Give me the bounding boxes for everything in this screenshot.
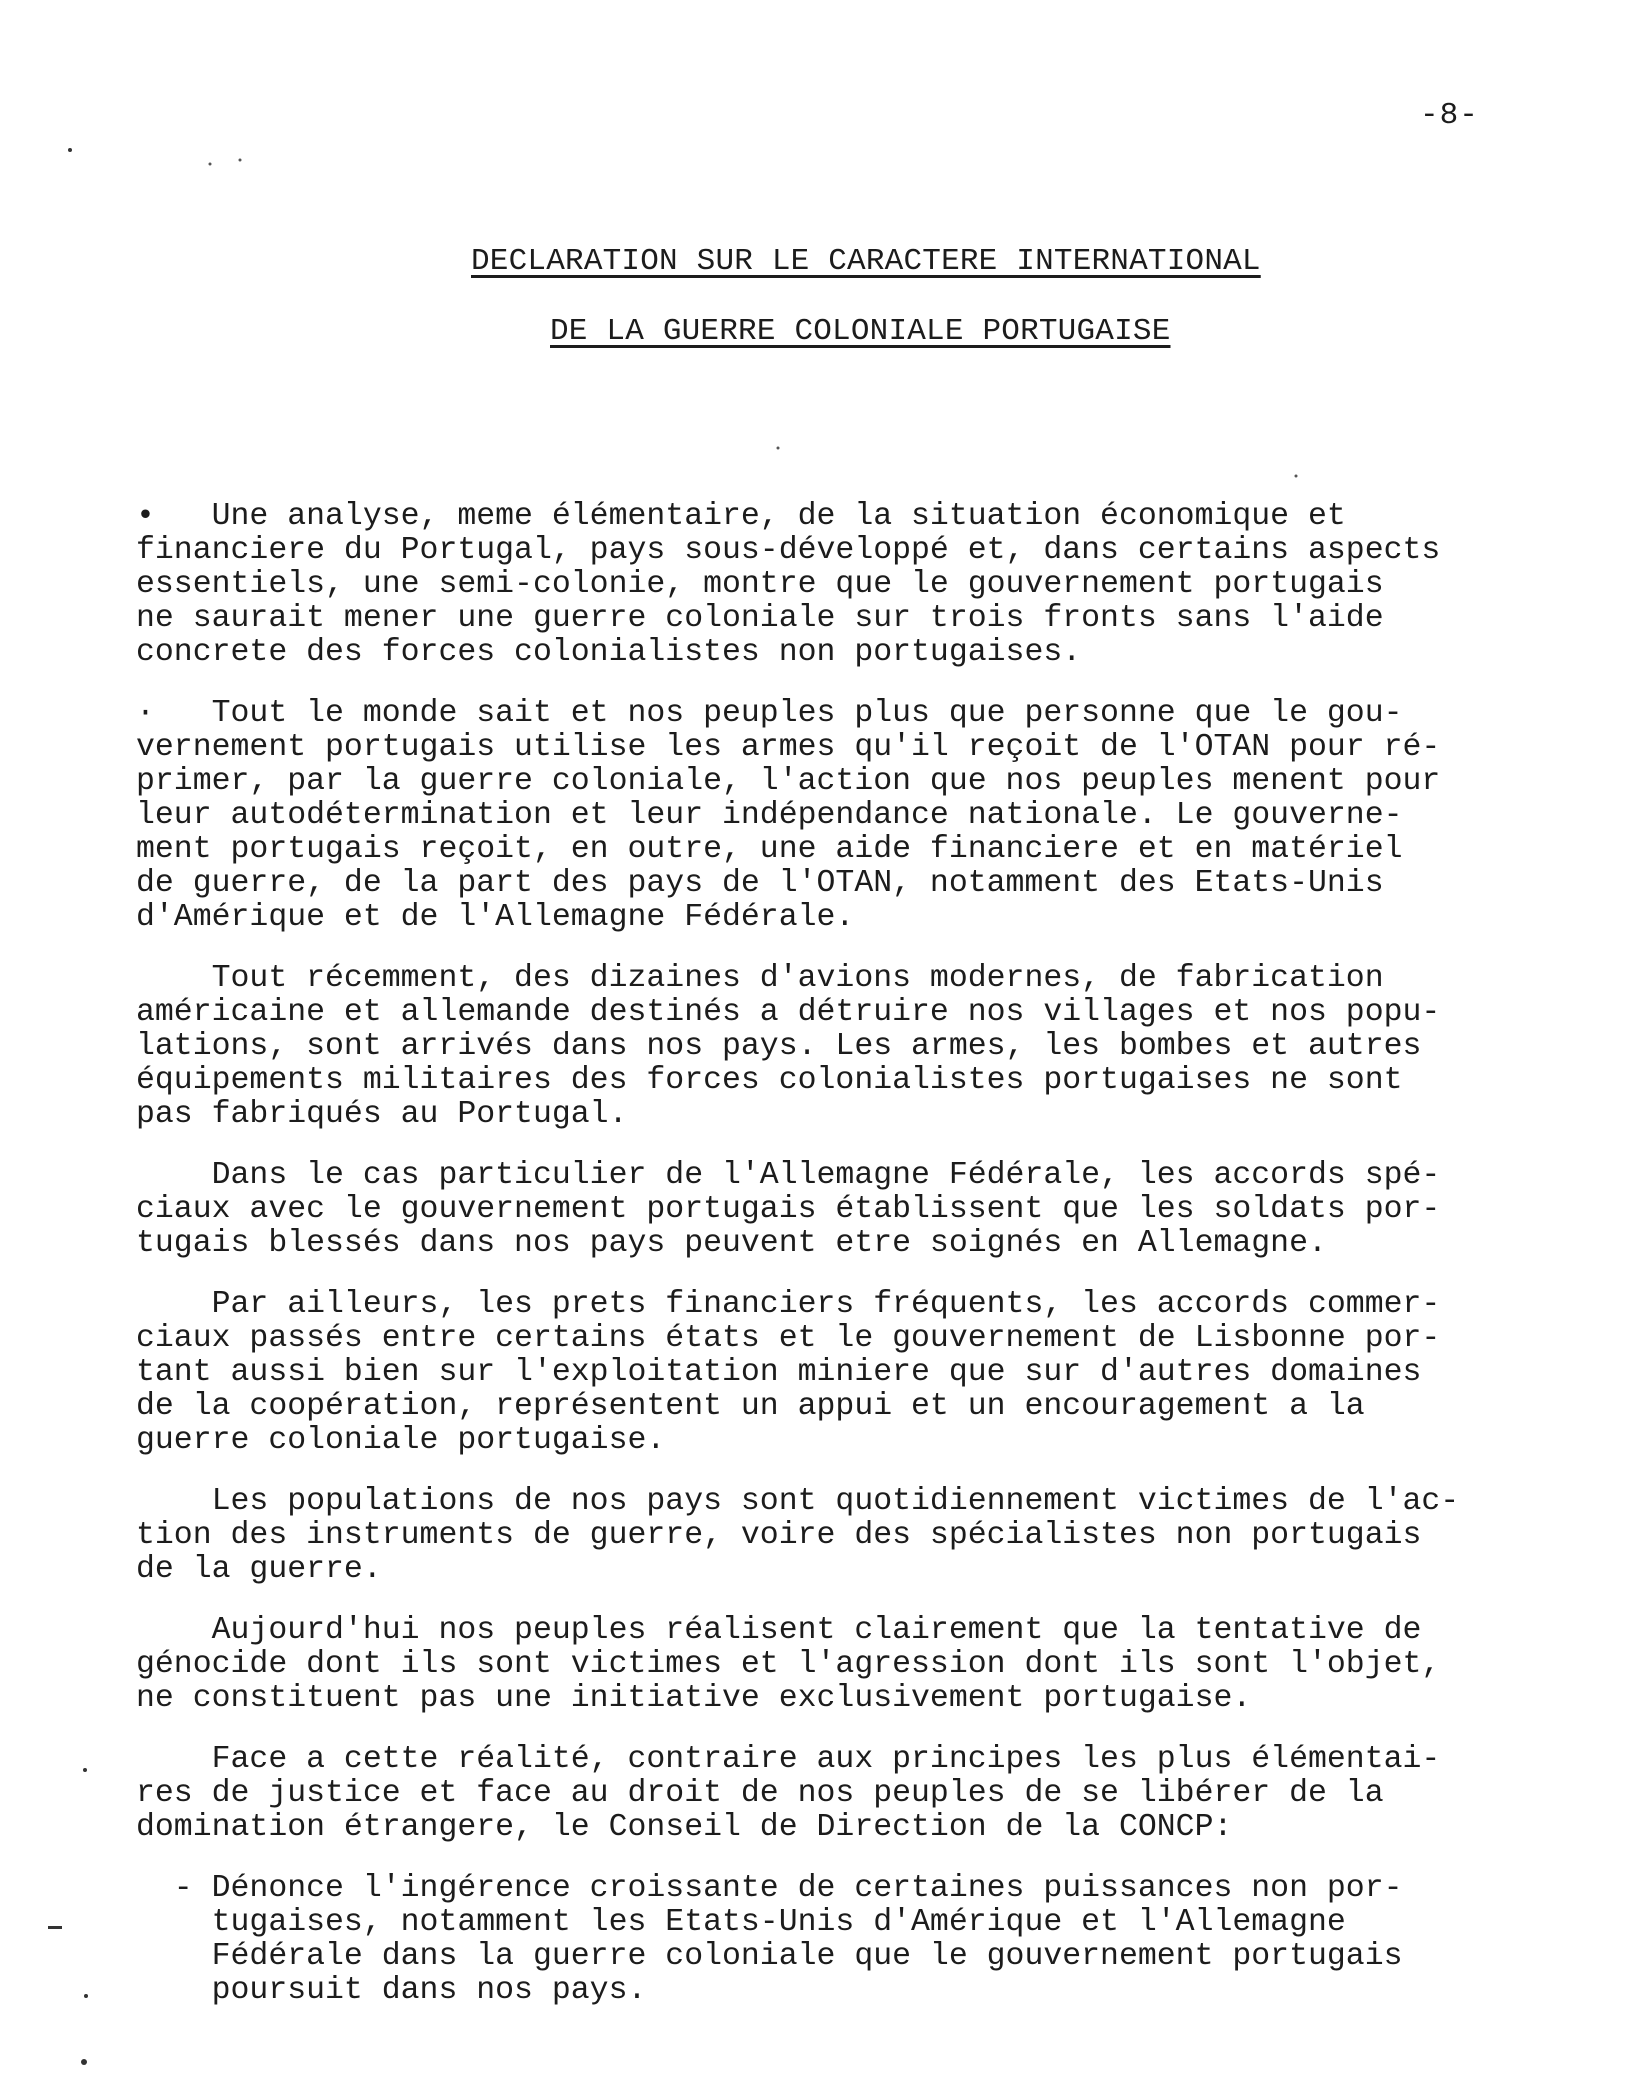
paragraph-4: Dans le cas particulier de l'Allemagne Fédérale, les accords spé- ciaux avec le gouvernement portugais établissent que les soldats por- tugais blessés dans nos pays peuvent etre soignés en Allemagne.	[136, 1158, 1441, 1261]
document-title-line-1: DECLARATION SUR LE CARACTERE INTERNATIONAL	[471, 244, 1261, 279]
paragraph-5: Par ailleurs, les prets financiers fréquents, les accords commer- ciaux passés entre certains états et le gouvernement de Lisbonne por- tant aussi bien sur l'exploitation miniere que sur d'autres domaines de la coopération, représentent un appui et un encouragement a la guerre coloniale portugaise.	[136, 1287, 1441, 1458]
document-body	[136, 500, 1556, 2035]
paragraph-7: Aujourd'hui nos peuples réalisent clairement que la tentative de génocide dont ils sont victimes et l'agression dont ils sont l'objet, ne constituent pas une initiative exclusivement portugaise.	[136, 1613, 1441, 1716]
denunciation-list-item: - Dénonce l'ingérence croissante de certaines puissances non por- tugaises, notamment les Etats-Unis d'Amérique et l'Allemagne Fédérale dans la guerre coloniale que le gouvernement portugais poursuit dans nos pays.	[173, 1871, 1403, 2008]
paragraph-2: · Tout le monde sait et nos peuples plus que personne que le gou- vernement portugais utilise les armes qu'il reçoit de l'OTAN pour ré- primer, par la guerre coloniale, l'action que nos peuples menent pour leur autodétermination et leur indépendance nationale. Le gouverne- ment portugais reçoit, en outre, une aide financiere et en matériel de guerre, de la part des pays de l'OTAN, notamment des Etats-Unis d'Amérique et de l'Allemagne Fédérale.	[136, 696, 1441, 935]
paragraph-6: Les populations de nos pays sont quotidiennement victimes de l'ac- tion des instruments de guerre, voire des spécialistes non portugais de la guerre.	[136, 1484, 1460, 1587]
paragraph-8: Face a cette réalité, contraire aux principes les plus élémentai- res de justice et face au droit de nos peuples de se libérer de la domination étrangere, le Conseil de Direction de la CONCP:	[136, 1742, 1441, 1845]
paragraph-3: Tout récemment, des dizaines d'avions modernes, de fabrication américaine et allemande destinés a détruire nos villages et nos popu- lations, sont arrivés dans nos pays. Les armes, les bombes et autres équipements militaires des forces colonialistes portugaises ne sont pas fabriqués au Portugal.	[136, 961, 1441, 1132]
document-title-line-2: DE LA GUERRE COLONIALE PORTUGAISE	[550, 314, 1171, 349]
page-number: -8-	[1420, 98, 1479, 133]
paragraph-1: • Une analyse, meme élémentaire, de la situation économique et financiere du Portugal, pays sous-développé et, dans certains aspects essentiels, une semi-colonie, montre que le gouvernement portugais ne saurait mener une guerre coloniale sur trois fronts sans l'aide concrete des forces colonialistes non portugaises.	[136, 499, 1441, 670]
